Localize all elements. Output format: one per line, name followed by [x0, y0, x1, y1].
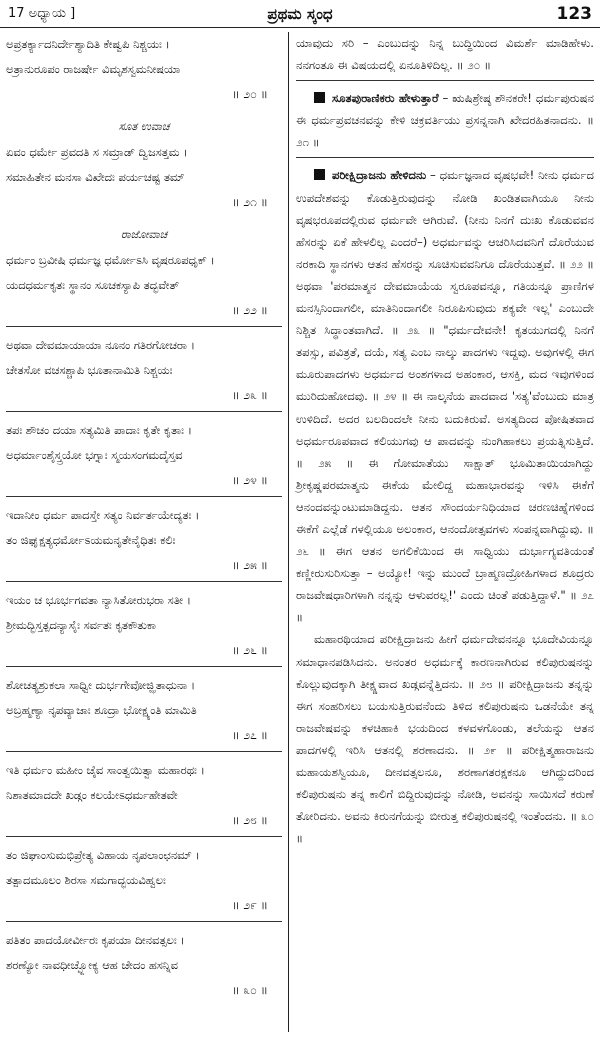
translation-paragraph: ಯಾವುದು ಸರಿ – ಎಂಬುದನ್ನು ನಿನ್ನ ಬುದ್ಧಿಯಿಂದ ವಿಮರ್ಶೆ ಮಾಡಿಹೇಳು. ನನಗಂತೂ ಈ ವಿಷಯದಲ್ಲಿ ಏನೂತಿಳಿದಿಲ್ಲ. ॥ ೨೦ ॥ [296, 36, 594, 73]
verse-number: ॥ ೨೧ ॥ [232, 195, 268, 209]
verse-line: ಇಯಂ ಚ ಭೂರ್ಭಗವತಾ ನ್ಯಾಸಿತೋರುಭರಾ ಸತೀ । [6, 593, 191, 607]
verse-number: ॥ ೩೦ ॥ [232, 983, 268, 997]
verse-27 [6, 673, 282, 747]
verse-line: ಇದಾನೀಂ ಧರ್ಮ ಪಾದಸ್ತೇ ಸತ್ಯಂ ನಿರ್ವರ್ತಯೇದ್ಯತಃ । [6, 508, 200, 522]
verse-line: ಅತ್ರಾನುರೂಪಂ ರಾಜರ್ಷೇ ವಿಮೃಶಸ್ವಮನೀಷಯಾ [6, 62, 181, 76]
verse-separator [6, 921, 282, 922]
verse-number: ॥ ೨೮ ॥ [232, 813, 268, 827]
verse-line: ಶೋಚತ್ಯಶ್ರುಕಲಾ ಸಾಧ್ವೀ ದುರ್ಭಗೇವೋಜ್ಝಿತಾಧುನಾ । [6, 678, 196, 692]
verse-number: ॥ ೨೬ ॥ [232, 643, 268, 657]
verse-line: ಏವಂ ಧರ್ಮೇ ಪ್ರವದತಿ ಸ ಸಮ್ರಾಡ್ ದ್ವಿಜಸತ್ತಮ । [6, 145, 188, 159]
verse-number: ॥ ೨೫ ॥ [232, 558, 268, 572]
paragraph-text: – ಋಷಿಶ್ರೇಷ್ಠ ಶೌನಕರೇ! ಧರ್ಮಪುರುಷನ ಈ ಧರ್ಮಪ್ರವಚನವನ್ನು ಕೇಳಿ ಚಕ್ರವರ್ತಿಯು ಪ್ರಸನ್ನನಾಗಿ ಖೇದರಹಿತನಾದನು. ॥ ೨೧ ॥ [296, 91, 594, 150]
verse-29 [6, 843, 282, 917]
verse-number: ॥ ೨೭ ॥ [232, 728, 268, 742]
verse-line: ತಂ ಜಿಘೃಕ್ಷತ್ಯಧರ್ಮೋಽಯಮನೃತೇನೈಧಿತಃ ಕಲಿಃ [6, 533, 176, 547]
verse-23 [6, 333, 282, 407]
verse-28 [6, 758, 282, 832]
verse-30 [6, 928, 282, 1002]
verse-line: ಯದಧರ್ಮಕೃತಃ ಸ್ಥಾನಂ ಸೂಚಕಸ್ಯಾಪಿ ತದ್ಭವೇತ್ [6, 278, 180, 292]
verse-line: ನಿಶಾತಮಾದದೇ ಖಡ್ಗಂ ಕಲಯೇಽಧರ್ಮಹೇತವೇ [6, 788, 178, 802]
verse-number: ॥ ೨೩ ॥ [232, 388, 268, 402]
verse-line: ಚೇತಸೋ ವಚಸಶ್ಚಾಪಿ ಭೂತಾನಾಮಿತಿ ನಿಶ್ಚಯಃ [6, 363, 173, 377]
speaker-heading: ಸೂತ ಉವಾಚ [118, 120, 170, 133]
verse-24 [6, 418, 282, 492]
verse-line: ತಂ ಜಿಘಾಂಸುಮಭಿಪ್ರೇತ್ಯ ವಿಹಾಯ ನೃಪಲಾಂಛನಮ್ । [6, 848, 200, 862]
verse-line: ಅಧರ್ಮಾಂಶೈಸ್ತ್ರಯೋ ಭಗ್ನಾಃ ಸ್ಮಯಸಂಗಮದೈಸ್ತವ [6, 448, 183, 462]
verse-separator [6, 581, 282, 582]
column-divider [288, 32, 289, 1032]
verse-separator [6, 411, 282, 412]
page-header [0, 0, 600, 28]
paragraph-separator [296, 157, 594, 158]
verse-number: ॥ ೨೨ ॥ [232, 303, 268, 317]
verse-number: ॥ ೨೪ ॥ [232, 473, 268, 487]
kannada-translation-column [296, 32, 594, 849]
paragraph-text: – ಧರ್ಮಜ್ಞನಾದ ವೃಷಭವೇ! ನೀನು ಧರ್ಮದ ಉಪದೇಶವನ್ನು ಕೊಡುತ್ತಿರುವುದನ್ನು ನೋಡಿ ಖಂಡಿತವಾಗಿಯೂ ನೀನು ವೃಷಭರೂಪದಲ್ಲಿರುವ ಧರ್ಮವೇ ಆಗಿರುವೆ. (ನೀನು ನಿನಗೆ ದುಃಖ ಕೊಡುವವನ ಹೆಸರನ್ನು ಏಕೆ ಹೇಳಲಿಲ್ಲ ಎಂದರೆ–) ಅಧರ್ಮವನ್ನು ಆಚರಿಸಿದವನಿಗೆ ದೊರೆಯುವ ನರಕಾದಿ ಸ್ಥಾನಗಳು ಆತನ ಹೆಸರನ್ನು ಸೂಚಿಸುವವನಿಗೂ ದೊರೆಯುತ್ತವೆ. ॥ ೨೨ ॥ ಅಥವಾ 'ಪರಮಾತ್ಮನ ದೇವಮಾಯೆಯ ಸ್ವರೂಪವನ್ನೂ, ಗತಿಯನ್ನೂ ಪ್ರಾಣಿಗಳ ಮನಸ್ಸಿನಿಂದಾಗಲೀ, ಮಾತಿನಿಂದಾಗಲೀ ನಿರೂಪಿಸುವುದು ಶಕ್ಯವೇ ಇಲ್ಲ' ಎಂಬುದೇ ನಿಶ್ಚಿತ ಸಿದ್ಧಾಂತವಾಗಿದೆ. ॥ ೨೩ ॥ "ಧರ್ಮದೇವನೇ! ಕೃತಯುಗದಲ್ಲಿ ನಿನಗೆ ತಪಸ್ಸು, ಪವಿತ್ರತೆ, ದಯೆ, ಸತ್ಯ ಎಂಬ ನಾಲ್ಕು ಪಾದಗಳು ಇದ್ದವು. ಅವುಗಳಲ್ಲಿ ಈಗ ಮೂರುಪಾದಗಳು ಅಧರ್ಮದ ಅಂಶಗಳಾದ ಅಹಂಕಾರ, ಆಸಕ್ತಿ, ಮದ ಇವುಗಳಿಂದ ಮುರಿದುಹೋದವು. ॥ ೨೪ ॥ ಈ ನಾಲ್ಕನೆಯ ಪಾದವಾದ 'ಸತ್ಯ'ವೆಂಬುದು ಮಾತ್ರ ಉಳಿದಿದೆ. ಅದರ ಬಲದಿಂದಲೇ ನೀನು ಬದುಕಿರುವೆ. ಅಸತ್ಯದಿಂದ ಪೋಷಿತವಾದ ಅಧರ್ಮರೂಪವಾದ ಕಲಿಯುಗವು ಆ ಪಾದವನ್ನು ನುಂಗಿಹಾಕಲು ಪ್ರಯತ್ನಿಸುತ್ತಿದೆ. ॥ ೨೫ ॥ ಈ ಗೋಮಾತೆಯು ಸಾಕ್ಷಾತ್ ಭೂಮಿತಾಯಿಯಾಗಿದ್ದು ಶ್ರೀಕೃಷ್ಣಪರಮಾತ್ಮನು ಈಕೆಯ ಮೇಲಿದ್ದ ಮಹಾಭಾರವನ್ನು ಇಳಿಸಿ ಈಕೆಗೆ ಆನಂದವನ್ನುಂಟುಮಾಡಿದ್ದನು. ಆತನ ಸೌಂದರ್ಯನಿಧಿಯಾದ ಚರಣಚಿಹ್ನೆಗಳಿಂದ ಈಕೆಗೆ ಎಲ್ಲೆಡೆ ಗಳಲ್ಲಿಯೂ ಅಲಂಕಾರ, ಆನಂದೋತ್ಸವಗಳು ಸಂಪನ್ನವಾಗಿದ್ದುವು. ॥ ೨೬ ॥ ಈಗ ಆತನ ಅಗಲಿಕೆಯಿಂದ ಈ ಸಾಧ್ವಿಯು ದುರ್ಭಾಗ್ಯವತಿಯಂತೆ ಕಣ್ಣೀರುಸುರಿಸುತ್ತಾ – ಅಯ್ಯೋ! ಇನ್ನು ಮುಂದೆ ಬ್ರಾಹ್ಮಣದ್ರೋಹಿಗಳಾದ ಶೂದ್ರರು ರಾಜವೇಷಧಾರಿಗಳಾಗಿ ನನ್ನನ್ನು ಆಳುವರಲ್ಲ!' ಎಂದು ಚಿಂತೆ ಪಡುತ್ತಿದ್ದಾಳೆ." ॥ ೨೭ ॥ [296, 168, 594, 625]
verse-line: ಇತಿ ಧರ್ಮಂ ಮಹೀಂ ಚೈವ ಸಾಂತ್ವಯಿತ್ವಾ ಮಹಾರಥಃ । [6, 763, 205, 777]
translation-paragraph: ಮಹಾರಥಿಯಾದ ಪರೀಕ್ಷಿದ್ರಾಜನು ಹೀಗೆ ಧರ್ಮದೇವನನ್ನೂ ಭೂದೇವಿಯನ್ನೂ ಸಮಾಧಾನಪಡಿಸಿದನು. ಅನಂತರ ಅಧರ್ಮಕ್ಕೆ ಕಾರಣನಾಗಿರುವ ಕಲಿಪುರುಷನನ್ನು ಕೊಲ್ಲುವುದಕ್ಕಾಗಿ ತೀಕ್ಷ್ಣವಾದ ಖಡ್ಗವನ್ನೆತ್ತಿದನು. ॥ ೨೮ ॥ ಪರೀಕ್ಷಿದ್ರಾಜನು ತನ್ನನ್ನು ಈಗ ಸಂಹರಿಸಲು ಬಯಸುತ್ತಿರುವನೆಂದು ತಿಳಿದ ಕಲಿಪುರುಷನು ಒಡನೆಯೇ ತನ್ನ ರಾಜವೇಷವನ್ನು ಕಳಚಿಹಾಕಿ ಭಯದಿಂದ ಕಳವಳಗೊಂಡು, ತಲೆಯನ್ನು ಆತನ ಪಾದಗಳಲ್ಲಿ ಇರಿಸಿ ಆತನಲ್ಲಿ ಶರಣಾದನು. ॥ ೨೯ ॥ ಪರೀಕ್ಷಿತ್ಮಹಾರಾಜನು ಮಹಾಯಶಸ್ವಿಯೂ, ದೀನವತ್ಸಲನೂ, ಶರಣಾಗತರಕ್ಷಕನೂ ಆಗಿದ್ದುದರಿಂದ ಕಲಿಪುರುಷನು ತನ್ನ ಕಾಲಿಗೆ ಬಿದ್ದಿರುವುದನ್ನು ನೋಡಿ, ಅವನನ್ನು ಸಾಯಿಸದೆ ಕರುಣೆ ತೋರಿದನು. ಅವನು ಕಿರುನಗೆಯನ್ನು ಬೀರುತ್ತ ಕಲಿಪುರುಷನಲ್ಲಿ ಇಂತೆಂದನು. ॥ ೩೦ ॥ [296, 632, 594, 846]
verse-line: ಅಪ್ರತರ್ಕ್ಯಾದನಿರ್ದೇಶ್ಯಾದಿತಿ ಕೇಷ್ವಪಿ ನಿಶ್ಚಯಃ । [6, 37, 170, 51]
verse-separator [6, 751, 282, 752]
translation-paragraph [296, 87, 594, 153]
verse-line: ತತ್ಪಾದಮೂಲಂ ಶಿರಸಾ ಸಮಗಾದ್ಭಯವಿಹ್ವಲಃ [6, 873, 166, 887]
speaker-heading: ಸೂತಪುರಾಣಿಕರು ಹೇಳುತ್ತಾರೆ [332, 91, 439, 106]
verse-21 [6, 140, 282, 214]
verse-line: ಶರಣ್ಯೋ ನಾವಧೀಚ್ಛ್ಲೋಕ್ಯ ಆಹ ಚೇದಂ ಹಸನ್ನಿವ [6, 958, 178, 972]
verse-number: ॥ ೨೯ ॥ [232, 898, 268, 912]
paragraph-separator [296, 80, 594, 81]
sanskrit-verses-column [6, 32, 282, 1006]
verse-line: ಅಥವಾ ದೇವಮಾಯಾಯಾ ನೂನಂ ಗತಿರಗೋಚರಾ । [6, 338, 195, 352]
verse-25 [6, 503, 282, 577]
verse-line: ಶ್ರೀಮದ್ಭಿಸ್ತತ್ಪದನ್ಯಾಸೈಃ ಸರ್ವತಃ ಕೃತಕೌತುಕಾ [6, 618, 157, 632]
verse-separator [6, 326, 282, 327]
verse-line: ಪತಿತಂ ಪಾದಯೋರ್ವೀರಃ ಕೃಪಯಾ ದೀನವತ್ಸಲಃ । [6, 933, 185, 947]
verse-26 [6, 588, 282, 662]
verse-line: ತಪಃ ಶೌಚಂ ದಯಾ ಸತ್ಯಮಿತಿ ಪಾದಾಃ ಕೃತೇ ಕೃತಾಃ । [6, 423, 192, 437]
verse-separator [6, 666, 282, 667]
verse-line: ಧರ್ಮಂ ಬ್ರವೀಷಿ ಧರ್ಮಜ್ಞ ಧರ್ಮೋಽಸಿ ವೃಷರೂಪಧೃಕ್ । [6, 253, 215, 267]
verse-line: ಸಮಾಹಿತೇನ ಮನಸಾ ವಿಖೇದಃ ಪರ್ಯಚಷ್ಟ ತಮ್ [6, 170, 185, 184]
book-section-title: ಪ್ರಥಮ ಸ್ಕಂಧ [267, 4, 333, 23]
verse-separator [6, 836, 282, 837]
speaker-heading: ರಾಜೋವಾಚ [120, 228, 168, 241]
verse-separator [6, 496, 282, 497]
bullet-square-icon [314, 169, 325, 180]
chapter-label: 17 ಅಧ್ಯಾಯ ] [8, 6, 76, 21]
page-number: 123 [556, 3, 592, 24]
bullet-square-icon [314, 92, 325, 103]
speaker-heading: ಪರೀಕ್ಷಿದ್ರಾಜನು ಹೇಳಿದನು [332, 168, 427, 183]
translation-paragraph [296, 164, 594, 628]
verse-line: ಅಬ್ರಹ್ಮಣ್ಯಾ ನೃಪವ್ಯಾಜಾಃ ಶೂದ್ರಾ ಭೋಕ್ಷ್ಯಂತಿ ಮಾಮಿತಿ [6, 703, 197, 717]
verse-20 [6, 32, 282, 106]
verse-number: ॥ ೨೦ ॥ [232, 87, 268, 101]
verse-22 [6, 248, 282, 322]
